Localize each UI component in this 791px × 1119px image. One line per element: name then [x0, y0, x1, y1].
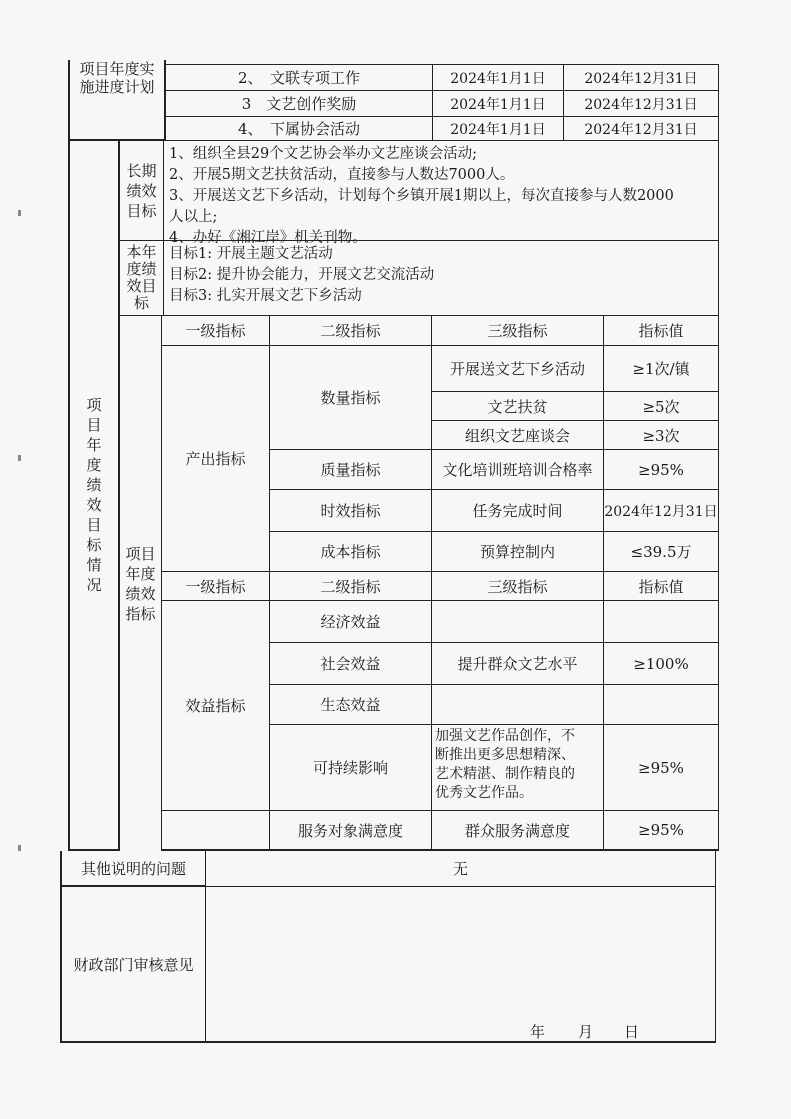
social-value: ≥100%: [604, 643, 719, 685]
scan-mark: [18, 455, 21, 461]
header-value: 指标值: [604, 316, 719, 346]
header-level2: 二级指标: [270, 316, 432, 346]
review-day: 日: [624, 1023, 640, 1041]
satisfaction-indicator: 服务对象满意度: [270, 811, 432, 851]
quality-value: ≥95%: [604, 450, 719, 490]
header2-value: 指标值: [604, 572, 719, 601]
quality-item: 文化培训班培训合格率: [432, 450, 604, 490]
sustainable-value: ≥95%: [604, 725, 719, 811]
timeliness-item: 任务完成时间: [432, 490, 604, 532]
quality-indicator: 质量指标: [270, 450, 432, 490]
header-level3: 三级指标: [432, 316, 604, 346]
ecological-item: [432, 685, 604, 725]
satisfaction-item: 群众服务满意度: [432, 811, 604, 851]
plan-label-cell: [68, 60, 166, 141]
plan-task-3: 4、 下属协会活动: [166, 117, 433, 141]
review-month: 月: [578, 1023, 594, 1041]
other-issues-value: 无: [206, 851, 716, 887]
plan-end-2: 2024年12月31日: [564, 91, 719, 117]
plan-start-2: 2024年1月1日: [433, 91, 564, 117]
header2-level2: 二级指标: [270, 572, 432, 601]
social-benefit: 社会效益: [270, 643, 432, 685]
other-issues-label: 其他说明的问题: [60, 851, 206, 887]
header-level1: 一级指标: [162, 316, 270, 346]
goals-outer-label: 项 目 年 度 绩 效 目 标 情 况: [68, 141, 120, 851]
satisfaction-value: ≥95%: [604, 811, 719, 851]
plan-task-2: 3 文艺创作奖励: [166, 91, 433, 117]
quantity-value-3: ≥3次: [604, 421, 719, 450]
sustainable-item: 加强文艺作品创作，不 断推出更多思想精深、 艺术精湛、制作精良的 优秀文艺作品。: [432, 725, 604, 811]
quantity-item-1: 开展送文艺下乡活动: [432, 346, 604, 392]
quantity-value-1: ≥1次/镇: [604, 346, 719, 392]
header2-level1: 一级指标: [162, 572, 270, 601]
scan-mark: [18, 845, 21, 851]
satisfaction-level1: [162, 811, 270, 851]
review-year: 年: [530, 1023, 546, 1041]
ecological-value: [604, 685, 719, 725]
cost-value: ≤39.5万: [604, 532, 719, 572]
annual-goal-content: 目标1: 开展主题文艺活动 目标2: 提升协会能力，开展文艺交流活动 目标3: 扎实开展文艺下乡活动: [164, 241, 719, 316]
plan-end-1: 2024年12月31日: [564, 64, 719, 91]
quantity-indicator: 数量指标: [270, 346, 432, 450]
plan-start-1: 2024年1月1日: [433, 64, 564, 91]
quantity-value-2: ≥5次: [604, 392, 719, 421]
sustainable-impact: 可持续影响: [270, 725, 432, 811]
benefit-indicator-cell: 效益指标: [162, 601, 270, 811]
scan-mark: [18, 210, 21, 216]
economic-item: [432, 601, 604, 643]
social-item: 提升群众文艺水平: [432, 643, 604, 685]
timeliness-value: 2024年12月31日: [604, 490, 719, 532]
economic-benefit: 经济效益: [270, 601, 432, 643]
quantity-item-2: 文艺扶贫: [432, 392, 604, 421]
plan-task-1: 2、 文联专项工作: [166, 64, 433, 91]
timeliness-indicator: 时效指标: [270, 490, 432, 532]
output-indicator-cell: 产出指标: [162, 346, 270, 572]
annual-goal-label: 本年 度绩 效目 标: [120, 241, 164, 316]
quantity-item-3: 组织文艺座谈会: [432, 421, 604, 450]
plan-end-3: 2024年12月31日: [564, 117, 719, 141]
economic-value: [604, 601, 719, 643]
long-term-goal-content: 1、组织全县29个文艺协会举办文艺座谈会活动; 2、开展5期文艺扶贫活动，直接参与人数达7000人。 3、开展送文艺下乡活动，计划每个乡镇开展1期以上，每次直接参与人数2000 人以上; 4、办好《湘江岸》机关刊物。: [164, 141, 719, 241]
header2-level3: 三级指标: [432, 572, 604, 601]
plan-start-3: 2024年1月1日: [433, 117, 564, 141]
plan-label: 项目年度实施进度计划: [79, 60, 155, 96]
long-term-goal-label: 长期 绩效 目标: [120, 141, 164, 241]
ecological-benefit: 生态效益: [270, 685, 432, 725]
indicator-label: 项目 年度 绩效 指标: [120, 316, 162, 851]
cost-item: 预算控制内: [432, 532, 604, 572]
finance-review-label: 财政部门审核意见: [60, 887, 206, 1043]
cost-indicator: 成本指标: [270, 532, 432, 572]
finance-review-area[interactable]: [206, 887, 716, 1043]
